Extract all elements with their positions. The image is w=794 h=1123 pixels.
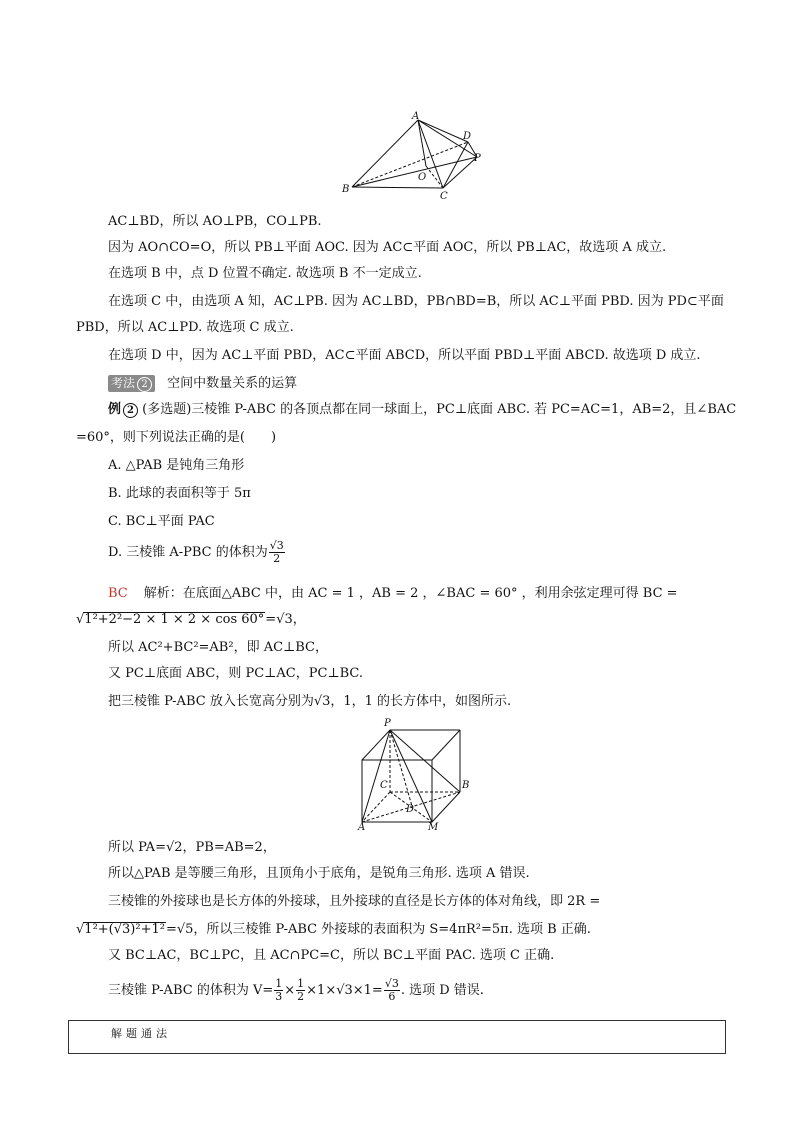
label-C: C <box>380 780 388 791</box>
tetrahedron-figure <box>340 110 490 202</box>
label-C: C <box>440 191 448 202</box>
solution-line: 把三棱锥 P-ABC 放入长宽高分别为√3，1，1 的长方体中，如图所示. <box>108 694 512 709</box>
text-line: 在选项 B 中，点 D 位置不确定. 故选项 B 不一定成立. <box>108 266 422 281</box>
text-line: =60°，则下列说法正确的是( ) <box>76 430 277 445</box>
label-D: D <box>406 804 415 815</box>
solution-line: BC 解析：在底面△ABC 中，由 AC = 1 ，AB = 2 ，∠BAC = 60° ，利用余弦定理可得 BC = <box>108 586 678 601</box>
label-A: A <box>412 111 420 122</box>
method-summary-box <box>68 1020 726 1054</box>
example-line: 例 2 (多选题)三棱锥 P-ABC 的各顶点都在同一球面上，PC⊥底面 ABC. 若 PC=AC=1，AB=2，且∠BAC <box>108 402 737 417</box>
label-D: D <box>463 131 472 142</box>
method-tag: 考法 2 <box>108 375 155 392</box>
method-heading: 考法 2 空间中数量关系的运算 <box>108 374 297 394</box>
label-P: P <box>384 718 391 729</box>
solution-line: 又 BC⊥AC，BC⊥PC，且 AC∩PC=C，所以 BC⊥平面 PAC. 选项 C 正确. <box>108 948 555 963</box>
label-B: B <box>462 780 470 791</box>
label-P: P <box>474 153 481 164</box>
text-line: PBD，所以 AC⊥PD. 故选项 C 成立. <box>76 320 294 335</box>
label-A: A <box>358 822 366 832</box>
option-c: C. BC⊥平面 PAC <box>108 514 215 529</box>
solution-line: √1²+(√3)²+1²=√5，所以三棱锥 P-ABC 外接球的表面积为 S=4πR²=5π. 选项 B 正确. <box>76 922 591 937</box>
text-line: 在选项 D 中，因为 AC⊥平面 PBD，AC⊂平面 ABCD，所以平面 PBD⊥平面 ABCD. 故选项 D 成立. <box>108 348 701 363</box>
solution-line: 所以 PA=√2，PB=AB=2， <box>108 840 276 855</box>
box-title: 解题通法 <box>111 1027 171 1040</box>
text-line: 因为 AO∩CO=O，所以 PB⊥平面 AOC. 因为 AC⊂平面 AOC，所以 PB⊥AC，故选项 A 成立. <box>108 240 667 255</box>
option-a: A. △PAB 是钝角三角形 <box>108 458 245 473</box>
solution-line: 三棱锥的外接球也是长方体的外接球，且外接球的直径是长方体的体对角线，即 2R = <box>108 894 601 909</box>
example-label: 例 2 <box>108 402 138 417</box>
solution-line: 所以 AC²+BC²=AB²，即 AC⊥BC， <box>108 640 329 655</box>
label-O: O <box>418 172 427 183</box>
solution-line: 三棱锥 P-ABC 的体积为 V= $\frac{1}{3}$ × $\frac{1}{2}$ ×1×√3×1= $\frac{√3}{6}$ . 选项 D 错误. <box>108 977 484 1003</box>
solution-line: 又 PC⊥底面 ABC，则 PC⊥AC，PC⊥BC. <box>108 666 364 681</box>
solution-line: 所以△PAB 是等腰三角形，且顶角小于底角，是锐角三角形. 选项 A 错误. <box>108 866 530 881</box>
label-B: B <box>342 184 350 195</box>
option-d: D. 三棱锥 A-PBC 的体积为 $\frac{√3}{2}$ <box>108 539 284 565</box>
text-line: 在选项 C 中，由选项 A 知，AC⊥PB. 因为 AC⊥BD，PB∩BD=B，所以 AC⊥平面 PBD. 因为 PD⊂平面 <box>108 294 724 309</box>
solution-line: √1²+2²−2 × 1 × 2 × cos 60°=√3， <box>76 612 306 627</box>
answer: BC <box>108 586 128 601</box>
option-b: B. 此球的表面积等于 5π <box>108 486 251 501</box>
cuboid-figure <box>350 716 475 832</box>
text-line: AC⊥BD，所以 AO⊥PB，CO⊥PB. <box>108 214 322 229</box>
label-M: M <box>428 822 439 832</box>
